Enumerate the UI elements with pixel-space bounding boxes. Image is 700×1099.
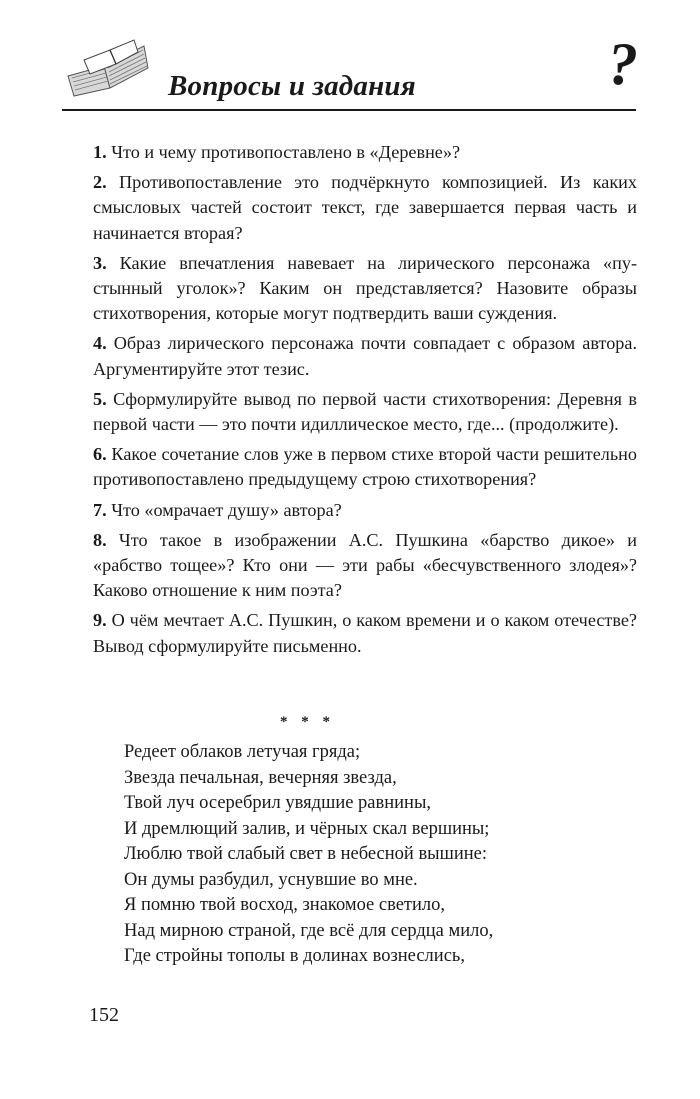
question-item [93, 442, 637, 492]
question-text: Образ лирического персонажа почти совпадает с образом автора. Аргументируйте этот тезис. [93, 333, 638, 379]
poem-line: Я помню твой восход, знакомое светило, [124, 895, 446, 915]
poem-line: Над мирною страной, где всё для сердца мило, [124, 920, 494, 941]
poem-separator: * * * [280, 714, 335, 730]
section-title: Вопросы и задания [168, 70, 416, 102]
poem-lines [124, 740, 493, 970]
poem-line: Твой луч осеребрил увядшие равнины, [124, 793, 432, 813]
question-text: Что и чему противопоставлено в «Деревне»? [111, 142, 461, 162]
poem-line: И дремлющий залив, и чёрных скал вершины; [124, 818, 490, 839]
poem-line: Редеет облаков летучая гряда; [124, 742, 361, 762]
question-number: 6. [93, 444, 107, 465]
question-number: 4. [93, 333, 107, 354]
question-number: 1. [93, 142, 107, 162]
poem-line: Люблю твой слабый свет в небесной вышине: [124, 844, 488, 864]
open-book-icon [64, 38, 150, 98]
question-item [93, 251, 637, 327]
question-number: 2. [93, 172, 107, 193]
section-header [60, 28, 640, 114]
poem-line: Он думы разбудил, уснувшие во мне. [124, 869, 418, 890]
question-text: Что такое в изображении А.С. Пушкина «барство дикое» и «рабство тощее»? Кто они — эти рабы «бесчувственного злодея»? Каково отношение к ним поэта? [93, 529, 637, 601]
question-text: Противопоставление это подчёркнуто композицией. Из каких смысловых частей состоит текст, где завершается первая часть и начинается вторая? [93, 172, 637, 243]
question-item [93, 387, 637, 437]
question-number: 5. [93, 388, 107, 409]
question-number: 8. [93, 529, 107, 550]
question-number: 7. [93, 499, 107, 520]
question-item [93, 170, 637, 246]
question-text: Какое сочетание слов уже в первом стихе второй части решительно противопоставлено предыдущему строю стихотворения? [93, 444, 638, 490]
page-number: 152 [89, 1004, 119, 1026]
question-number: 9. [93, 610, 107, 631]
questions-list [93, 140, 637, 664]
question-item [93, 528, 637, 604]
question-text: Что «омрачает душу» автора? [111, 499, 342, 520]
poem-line: Звезда печальная, вечерняя звезда, [124, 767, 397, 788]
question-text: О чём мечтает А.С. Пушкин, о каком времени и о каком отечестве? Вывод сформулируйте письменно. [93, 610, 637, 656]
question-mark-icon: ? [608, 31, 638, 97]
question-item [93, 140, 637, 165]
question-text: Сформулируйте вывод по первой части стихотворения: Деревня в первой части — это почти идиллическое место, где... (продолжите). [93, 388, 638, 435]
poem-line: Где стройны тополы в долинах вознеслись, [124, 946, 465, 966]
question-item [93, 608, 637, 658]
question-item [93, 331, 637, 381]
question-number: 3. [93, 252, 107, 273]
header-divider [62, 109, 636, 111]
question-item [93, 498, 637, 523]
question-text: Какие впечатления навевает на лирического персонажа «пустынный уголок»? Каким он представляется? Назовите образы стихотворения, которые могут подтвердить ваши суждения. [93, 252, 637, 324]
